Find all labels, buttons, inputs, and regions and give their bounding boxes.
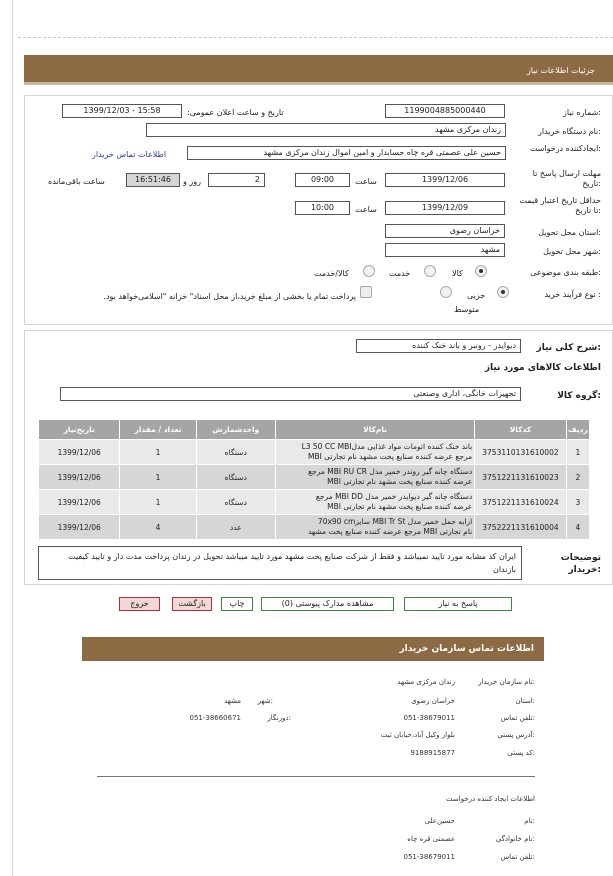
- buyer-notes-label: توضیحات خریدار:: [560, 553, 601, 575]
- row-qty: 1: [120, 465, 196, 490]
- reply-button[interactable]: پاسخ به نیاز: [404, 597, 512, 611]
- category-label: طبقه بندی موضوعی:: [530, 268, 601, 277]
- category-service-label: خدمت: [389, 269, 411, 278]
- days-field: 2: [208, 173, 265, 187]
- row-name-line1: دستگاه چانه گیر دیوایدر خمیر مدل MBI DD مرجع: [315, 492, 473, 501]
- row-name-line2: عرضه کننده صنایع پخت مشهد نام تجارتی MBI: [327, 502, 473, 511]
- category-service-radio[interactable]: [424, 265, 436, 277]
- creator-family-label: نام خانوادگی:: [495, 835, 535, 843]
- divider: [18, 37, 613, 38]
- address-value: بلوار وکیل آباد،خیابان ثبت: [380, 731, 455, 739]
- creator-phone-label: تلفن تماس:: [500, 853, 535, 861]
- remaining-label: ساعت باقی‌مانده: [48, 177, 105, 186]
- contact-title: اطلاعات تماس سازمان خریدار: [399, 644, 534, 654]
- summary-label: شرح کلی نیاز:: [536, 343, 601, 353]
- goods-group-field: تجهیزات خانگی، اداری وصنعتی: [60, 387, 521, 401]
- buyer-contact-link[interactable]: اطلاعات تماس خریدار: [92, 150, 167, 159]
- fax-value: 051-38660671: [189, 714, 241, 722]
- col-name: نام‌کالا: [275, 420, 474, 440]
- row-code: 3753110131610002: [475, 440, 567, 465]
- row-code: 3751221131610023: [475, 465, 567, 490]
- contact-province-value: خراسان رضوی: [411, 697, 455, 705]
- view-documents-button[interactable]: مشاهده مدارک پیوستی (0): [261, 597, 394, 611]
- row-index: 3: [566, 490, 589, 515]
- buyer-field: زندان مرکزی مشهد: [146, 123, 506, 137]
- contact-phone-value: 051-38679011: [403, 714, 455, 722]
- row-qty: 1: [120, 490, 196, 515]
- row-name-line1: ارابه حمل خمیر مدل MBI Tr St سایز70x90 cm: [317, 517, 473, 526]
- category-goods-label: کالا: [452, 269, 463, 278]
- row-qty: 4: [120, 515, 196, 540]
- col-index: ردیف: [566, 420, 589, 440]
- row-date: 1399/12/06: [39, 465, 120, 490]
- row-unit: عدد: [196, 515, 275, 540]
- announce-field: 1399/12/03 - 15:58: [62, 104, 182, 118]
- row-name: [275, 490, 474, 515]
- process-minor-radio[interactable]: [497, 286, 509, 298]
- org-value: زندان مرکزی مشهد: [397, 678, 455, 686]
- category-goods-radio[interactable]: [475, 265, 487, 277]
- category-both-label: کالا/خدمت: [314, 269, 349, 278]
- row-index: 1: [566, 440, 589, 465]
- col-unit: واحدشمارش: [196, 420, 275, 440]
- deadline-label: مهلت ارسال پاسخ تا تاریخ:: [532, 169, 601, 188]
- province-label: استان محل تحویل:: [538, 228, 601, 237]
- row-unit: دستگاه: [196, 440, 275, 465]
- city-field: مشهد: [385, 243, 505, 257]
- row-name-line2: عرضه کننده صنایع پخت مشهد نام تجارتی MBI: [327, 477, 473, 486]
- treasury-checkbox[interactable]: [360, 286, 372, 298]
- row-name: [275, 465, 474, 490]
- category-both-radio[interactable]: [363, 265, 375, 277]
- goods-group-label: گروه کالا:: [557, 391, 601, 401]
- process-medium-radio[interactable]: [440, 286, 452, 298]
- buyer-label: نام دستگاه خریدار:: [537, 127, 601, 136]
- row-unit: دستگاه: [196, 465, 275, 490]
- address-label: آدرس پستی:: [497, 731, 535, 739]
- contact-province-label: استان:: [515, 697, 535, 705]
- creator-phone-value: 051-38679011: [403, 853, 455, 861]
- postal-value: 9188915877: [410, 749, 455, 757]
- payment-note: پرداخت تمام یا بخشی از مبلغ خرید،از محل اسناد" خزانه "اسلامی‌خواهد بود.: [103, 292, 356, 301]
- breadcrumb[interactable]: جزئیات اطلاعات نیاز: [526, 66, 595, 75]
- contact-phone-label: تلفن تماس:: [500, 714, 535, 722]
- table-row[interactable]: [39, 515, 590, 540]
- creator-name-label: نام:: [524, 817, 535, 825]
- summary-field: دیوایدر - رونبر و باند خنک کننده: [356, 339, 521, 353]
- days-label: روز و: [183, 177, 201, 186]
- row-name-line1: دستگاه چانه گیر روندر خمیر مدل MBI RU CR مرجع: [308, 467, 473, 476]
- province-field: خراسان رضوی: [385, 224, 505, 238]
- row-date: 1399/12/06: [39, 490, 120, 515]
- buyer-notes-field: ایران کد مشابه مورد تایید نمیباشد و فقط از شرکت صنایع پخت مشهد مورد تایید میباشد تحویل در زندان پرداخت مدت دار و تایید کیفیت بازندان: [38, 546, 522, 580]
- need-number-field: 1199004885000440: [385, 104, 505, 118]
- deadline-date-field: 1399/12/06: [385, 173, 505, 187]
- row-date: 1399/12/06: [39, 515, 120, 540]
- need-number-label: شماره نیاز:: [562, 108, 601, 117]
- row-name-line2: نام تجارتی MBI مرجع عرضه کننده صنایع پخت مشهد: [307, 527, 473, 536]
- col-code: کدکالا: [475, 420, 567, 440]
- contact-city-label: شهر:: [257, 697, 273, 705]
- row-name-line1: باند خنک کننده اتومات مواد غذایی مدلL3 50 CC MBI: [301, 442, 473, 451]
- creator-section-title: اطلاعات ایجاد کننده درخواست: [446, 795, 535, 803]
- contact-divider: [97, 776, 535, 777]
- print-button[interactable]: چاپ: [221, 597, 253, 611]
- table-row[interactable]: [39, 440, 590, 465]
- row-unit: دستگاه: [196, 490, 275, 515]
- deadline-time-field: 09:00: [295, 173, 350, 187]
- col-qty: تعداد / مقدار: [120, 420, 196, 440]
- row-date: 1399/12/06: [39, 440, 120, 465]
- creator-family-value: عصمتی قره چاه: [407, 835, 455, 843]
- validity-time-field: 10:00: [295, 201, 350, 215]
- creator-name-value: حسین‌علی: [424, 817, 455, 825]
- process-label: نوع فرآیند خرید :: [544, 290, 601, 299]
- postal-label: کد پستی:: [507, 749, 535, 757]
- row-name: [275, 440, 474, 465]
- deadline-time-label: ساعت: [355, 177, 377, 186]
- creator-label: ایجادکننده درخواست:: [529, 144, 601, 153]
- table-row[interactable]: [39, 465, 590, 490]
- creator-field: حسین علی عصمتی قره چاه حسابدار و امین اموال زندان مرکزی مشهد: [187, 146, 506, 160]
- validity-date-field: 1399/12/09: [385, 201, 505, 215]
- contact-header: [82, 637, 544, 661]
- contact-city-value: مشهد: [224, 697, 241, 705]
- row-index: 4: [566, 515, 589, 540]
- process-minor-label: جزیی: [467, 291, 486, 300]
- city-label: شهر محل تحویل:: [543, 247, 601, 256]
- exit-button[interactable]: خروج: [119, 597, 160, 611]
- process-medium-label: متوسط: [454, 305, 480, 314]
- back-button[interactable]: بازگشت: [172, 597, 212, 611]
- row-qty: 1: [120, 440, 196, 465]
- row-code: 3751221131610024: [475, 490, 567, 515]
- goods-table: [38, 419, 590, 540]
- row-code: 3752221131610004: [475, 515, 567, 540]
- page-header: [24, 55, 613, 85]
- row-name-line2: مرجع عرضه کننده صنایع پخت مشهد نام تجارتی MBI: [307, 452, 473, 461]
- org-label: نام سازمان خریدار:: [478, 678, 535, 686]
- goods-info-heading: اطلاعات کالاهای مورد نیاز: [484, 363, 601, 373]
- row-index: 2: [566, 465, 589, 490]
- fax-label: دورنگار:: [267, 714, 291, 722]
- announce-label: تاریخ و ساعت اعلان عمومی:: [187, 108, 284, 117]
- validity-time-label: ساعت: [355, 205, 377, 214]
- remaining-time: 16:51:46: [126, 173, 180, 187]
- validity-label: حداقل تاریخ اعتبار قیمت تا تاریخ:: [519, 196, 601, 215]
- row-name: [275, 515, 474, 540]
- table-row[interactable]: [39, 490, 590, 515]
- col-date: تاریخ‌نیاز: [39, 420, 120, 440]
